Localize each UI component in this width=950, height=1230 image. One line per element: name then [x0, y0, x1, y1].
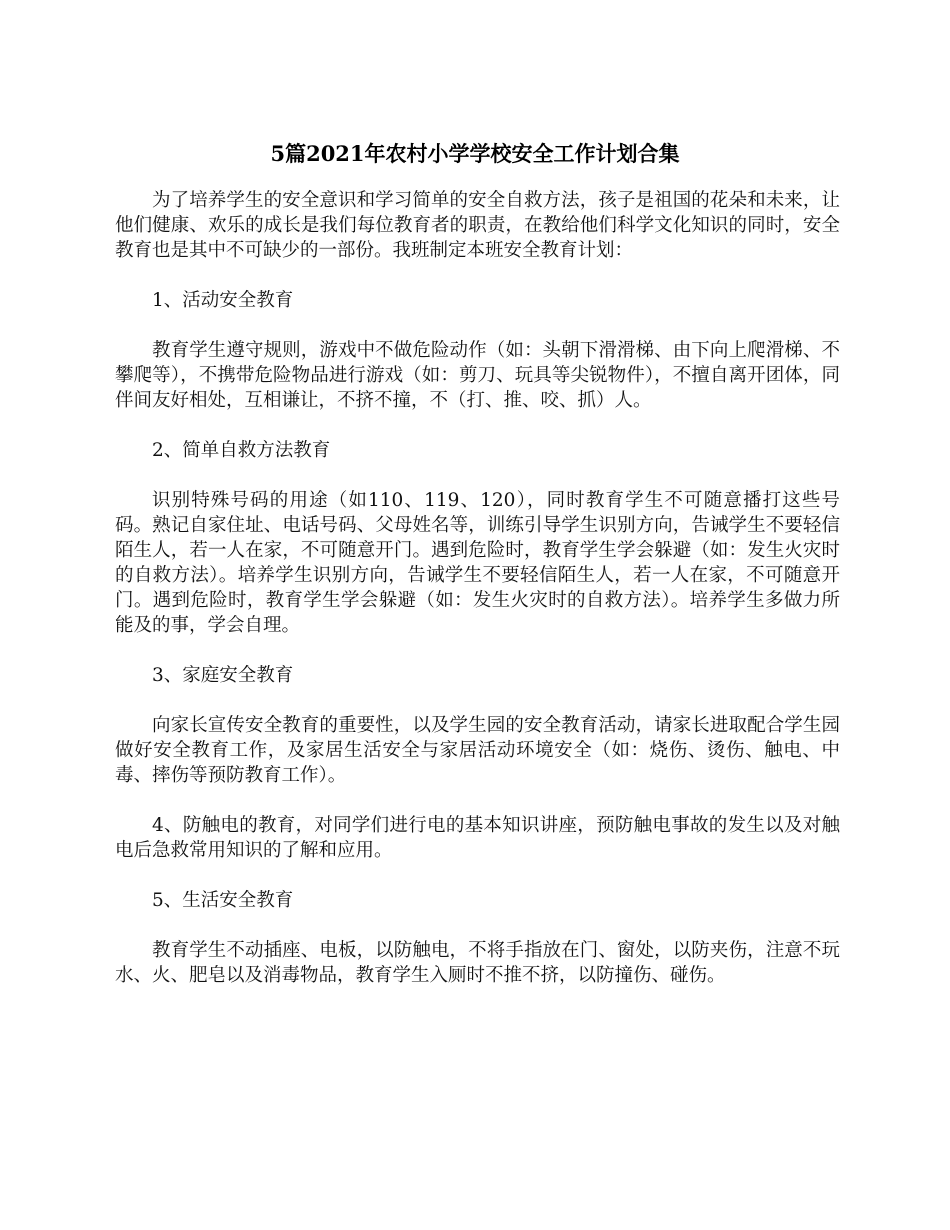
self-rescue-paragraph: 识别特殊号码的用途（如110、119、120），同时教育学生不可随意播打这些号码。熟记自家住址、电话号码、父母姓名等，训练引导学生识别方向，告诫学生不要轻信陌生人，若一人在家，不可随意开门。遇到危险时，教育学生学会躲避（如：发生火灾时的自救方法）。培养学生识别方向，告诫学生不要轻信陌生人，若一人在家，不可随意开门。遇到危险时，教育学生学会躲避（如：发生火灾时的自救方法）。培养学生多做力所能及的事，学会自理。	[115, 490, 840, 636]
family-safety-paragraph: 向家长宣传安全教育的重要性，以及学生园的安全教育活动，请家长进取配合学生园做好安全教育工作，及家居生活安全与家居活动环境安全（如：烧伤、烫伤、触电、中毒、摔伤等预防教育工作）。	[115, 715, 840, 786]
life-safety-paragraph: 教育学生不动插座、电板，以防触电，不将手指放在门、窗处，以防夹伤，注意不玩水、火、肥皂以及消毒物品，教育学生入厕时不推不挤，以防撞伤、碰伤。	[115, 940, 840, 986]
section-heading-activity-safety: 1、活动安全教育	[152, 290, 294, 311]
intro-paragraph: 为了培养学生的安全意识和学习简单的安全自救方法，孩子是祖国的花朵和未来，让他们健康、欢乐的成长是我们每位教育者的职责，在教给他们科学文化知识的同时，安全教育也是其中不可缺少的一部份。我班制定本班安全教育计划：	[115, 190, 840, 261]
section-heading-family-safety: 3、家庭安全教育	[152, 665, 294, 686]
electric-safety-paragraph: 4、防触电的教育，对同学们进行电的基本知识讲座，预防触电事故的发生以及对触电后急救常用知识的了解和应用。	[115, 815, 840, 861]
activity-safety-paragraph: 教育学生遵守规则，游戏中不做危险动作（如：头朝下滑滑梯、由下向上爬滑梯、不攀爬等），不携带危险物品进行游戏（如：剪刀、玩具等尖锐物件），不擅自离开团体，同伴间友好相处，互相谦让，不挤不撞，不（打、推、咬、抓）人。	[115, 340, 840, 411]
document-title: 5篇2021年农村小学学校安全工作计划合集	[270, 141, 680, 166]
document-body	[115, 188, 840, 1013]
section-heading-self-rescue: 2、简单自救方法教育	[152, 440, 331, 461]
section-heading-life-safety: 5、生活安全教育	[152, 890, 294, 911]
